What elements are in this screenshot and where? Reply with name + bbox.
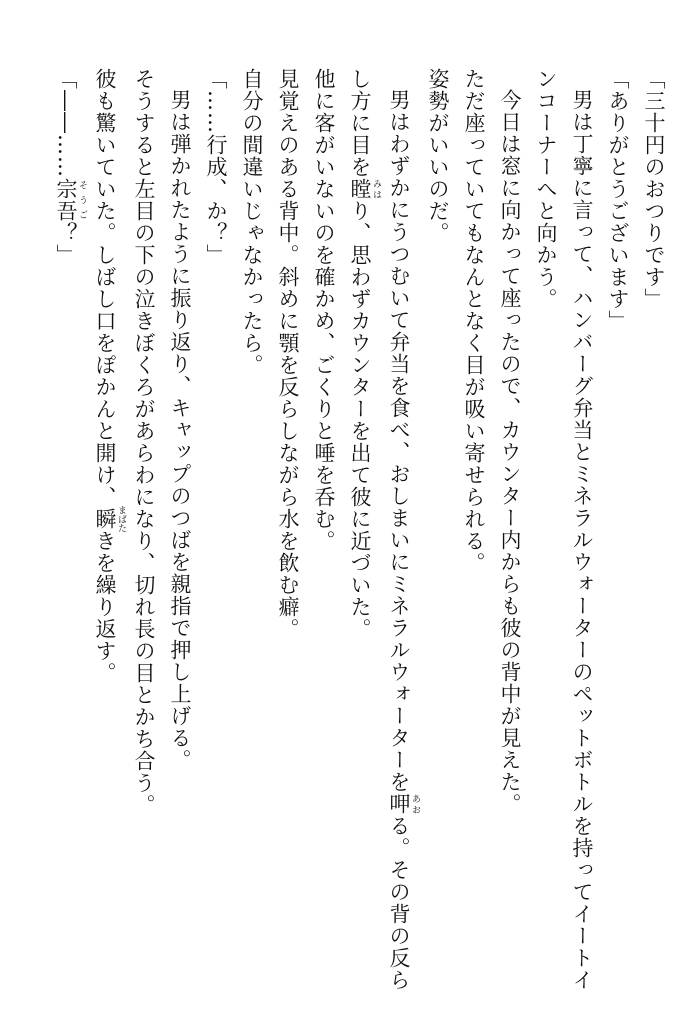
line-text-after: きを繰り返す。 (93, 530, 117, 684)
ruby-word (348, 178, 381, 200)
ruby-reading: そうご (77, 178, 87, 222)
line-text: ただ座っていてもなんとなく目が吸い寄せられる。 (462, 68, 486, 574)
text-line-5 (492, 68, 528, 968)
text-line-12 (234, 68, 270, 968)
ruby-base: 瞬 (93, 505, 117, 533)
ruby-reading: まばた (116, 505, 126, 533)
line-text: 姿勢がいいのだ。 (426, 68, 450, 244)
text-line-3 (564, 68, 600, 991)
text-line-10 (306, 68, 342, 968)
line-text: 男は弾かれたように振り返り、キャップのつばを親指で押し上げる。 (168, 89, 192, 771)
text-line-16 (87, 68, 126, 968)
line-text: 「――…… (54, 68, 78, 178)
text-line-6 (456, 68, 492, 968)
line-text: 他に客がいないのを確かめ、ごくりと唾を呑む。 (312, 68, 336, 552)
text-line-7 (420, 68, 456, 968)
ruby-base: 瞠 (348, 178, 372, 200)
ruby-reading: みは (371, 178, 381, 200)
line-text: ンコーナーへと向かう。 (534, 68, 558, 310)
line-text-after: り、思わずカウンターを出て彼に近づいた。 (348, 200, 372, 640)
ruby-base: 宗吾 (54, 178, 78, 222)
line-text: 男はわずかにうつむいて弁当を食べ、おしまいにミネラルウォーターを (387, 89, 411, 793)
line-text: 「……行成、か？」 (204, 68, 228, 266)
line-text: そうすると左目の下の泣きぼくろがあらわになり、切れ長の目とかち合う。 (132, 68, 156, 816)
text-line-2 (600, 68, 636, 968)
text-line-11 (270, 68, 306, 968)
ruby-word (387, 793, 420, 815)
line-text: 見覚えのある背中。斜めに顎を反らしながら水を飲む癖。 (276, 68, 300, 640)
line-text: 自分の間違いじゃなかったら。 (240, 68, 264, 376)
line-text: 男は丁寧に言って、ハンバーグ弁当とミネラルウォーターのペットボトルを持ってイートイ (570, 89, 594, 991)
text-line-9 (342, 68, 381, 968)
text-line-4 (528, 68, 564, 968)
line-text: 今日は窓に向かって座ったので、カウンター内からも彼の背中が見えた。 (498, 89, 522, 815)
ruby-word (93, 505, 126, 533)
text-line-8 (381, 68, 420, 991)
text-line-15 (126, 68, 162, 968)
line-text: 彼も驚いていた。しばし口をぽかんと開け、 (93, 68, 117, 508)
text-line-17 (48, 68, 87, 968)
line-text: 「ありがとうございます」 (606, 68, 630, 332)
ruby-base: 呷 (387, 793, 411, 815)
text-line-14 (162, 68, 198, 968)
text-line-13 (198, 68, 234, 968)
line-text-after: ？」 (54, 222, 78, 266)
line-text: 「三十円のおつりです」 (642, 68, 666, 310)
text-line-1 (636, 68, 672, 968)
vertical-text-block (48, 68, 672, 991)
ruby-reading: あお (410, 793, 420, 815)
line-text-after: る。その背の反ら (387, 815, 411, 991)
line-text: し方に目を (348, 68, 372, 178)
ruby-word (54, 178, 87, 222)
